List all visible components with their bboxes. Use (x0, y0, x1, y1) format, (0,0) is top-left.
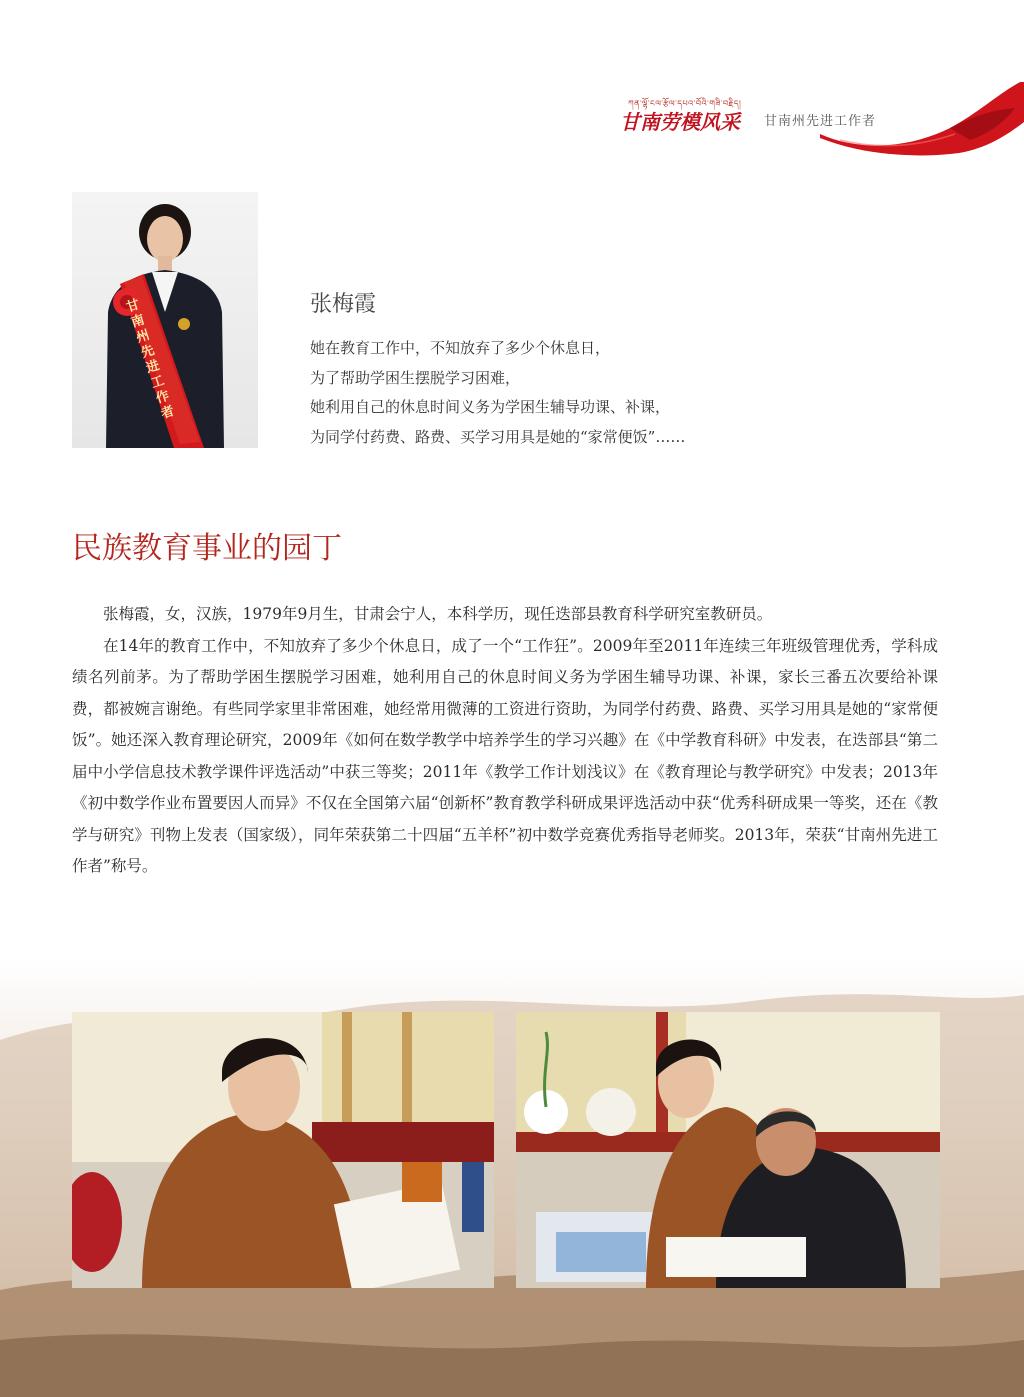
red-ribbon-decoration (820, 82, 1024, 162)
tibetan-tagline: ཀན་ལྷོ་ངལ་རྩོལ་དཔའ་བོའི་གཟི་བརྗིད། (628, 99, 742, 108)
sash-text: 甘南州先进工作者 (124, 297, 177, 423)
intro-line: 她在教育工作中，不知放弃了多少个休息日， (310, 339, 611, 357)
brand-title: 甘南劳模风采 (620, 110, 740, 134)
photo-teacher-writing (72, 1012, 494, 1288)
page-header (600, 92, 1024, 162)
person-name: 张梅霞 (310, 292, 377, 317)
article-body (72, 599, 938, 883)
intro-line: 为了帮助学困生摆脱学习困难， (310, 368, 521, 387)
header-subtitle: 甘南州先进工作者 (764, 114, 877, 129)
article-title: 民族教育事业的园丁 (72, 531, 342, 566)
paragraph: 张梅霞，女，汉族，1979年9月生，甘肃会宁人，本科学历，现任迭部县教育科学研究室教研员。 (103, 605, 773, 623)
paragraph: 在14年的教育工作中，不知放弃了多少个休息日，成了一个“工作狂”。2009年至2011年连续三年班级管理优秀，学科成绩名列前茅。为了帮助学困生摆脱学习困难，她利用自己的休息时间义务为学困生辅导功课、补课，家长三番五次要给补课费，都被婉言谢绝。有些同学家里非常困难，她经常用微薄的工资进行资助，为同学付药费、路费、买学习用具是她的“家常便饭”。她还深入教育理论研究，2009年《如何在数学教学中培养学生的学习兴趣》在《中学教育科研》中发表，在迭部县“第二届中小学信息技术教学课件评选活动”中获三等奖；2011年《教学工作计划浅议》在《教育理论与教学研究》中发表；2013年《初中数学作业布置要因人而异》不仅在全国第六届“创新杯”教育教学科研成果评选活动中获“优秀科研成果一等奖，还在《教学与研究》刊物上发表（国家级），同年荣获第二十四届“五羊杯”初中数学竞赛优秀指导老师奖。2013年，荣获“甘南州先进工作者”称号。 (72, 636, 938, 875)
photo-tutoring (516, 1012, 940, 1288)
portrait-photo (72, 192, 258, 448)
intro-line: 为同学付药费、路费、买学习用具是她的“家常便饭”…… (310, 427, 686, 446)
intro-line: 她利用自己的休息时间义务为学困生辅导功课、补课， (310, 398, 671, 416)
intro-quote (310, 334, 870, 452)
